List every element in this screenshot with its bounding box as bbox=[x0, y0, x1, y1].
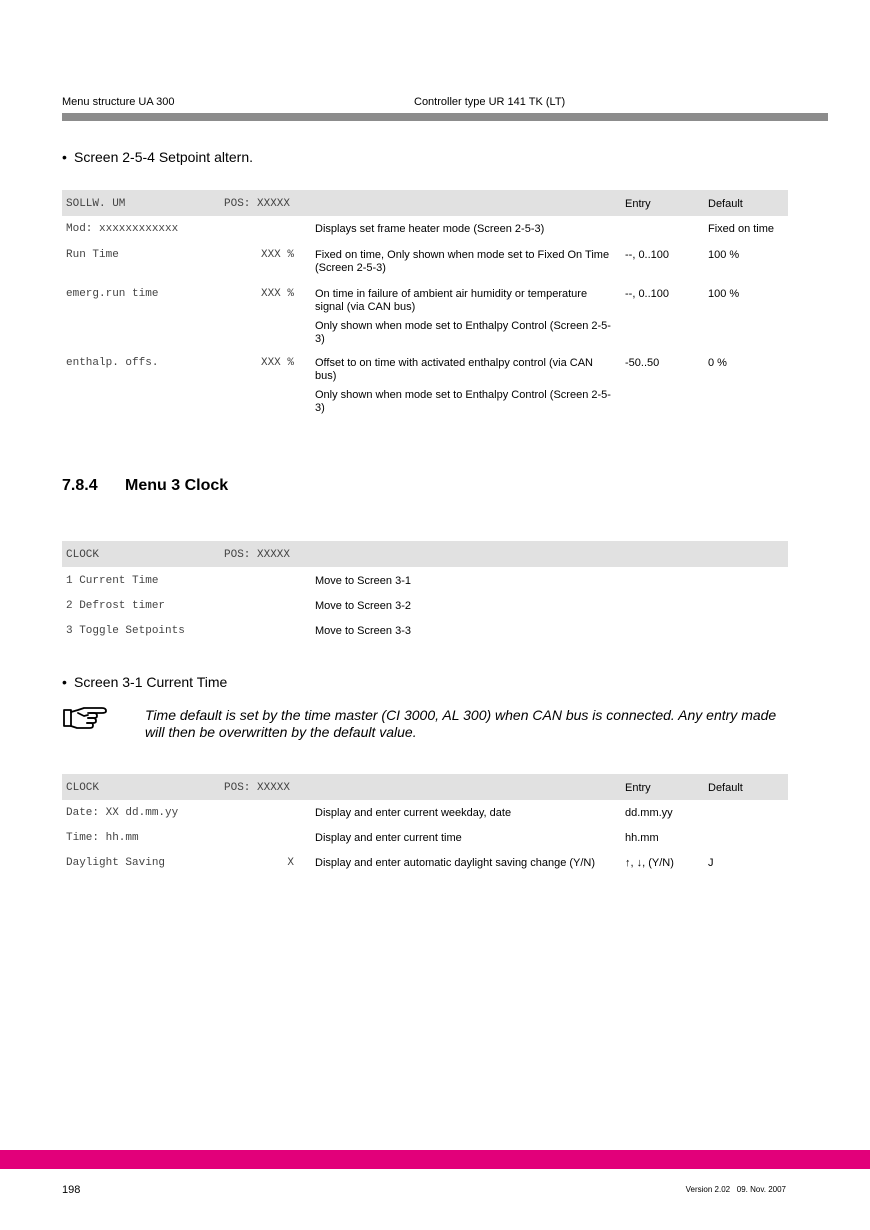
bullet-dot: • bbox=[62, 674, 67, 690]
note-text: Time default is set by the time master (CI 3000, AL 300) when CAN bus is connected. Any entry made will then be overwritten by the default value. bbox=[145, 707, 777, 740]
description-block bbox=[315, 357, 611, 415]
description-note: Only shown when mode set to Enthalpy Control (Screen 2-5-3) bbox=[315, 389, 611, 414]
value: XXX % bbox=[260, 357, 294, 369]
heading-title: Menu 3 Clock bbox=[125, 477, 229, 494]
col-name: CLOCK bbox=[66, 782, 100, 794]
description: On time in failure of ambient air humidity or temperature signal (via CAN bus) bbox=[315, 288, 588, 313]
col-pos: POS: XXXXX bbox=[224, 549, 291, 561]
heading-number: 7.8.4 bbox=[62, 477, 98, 494]
description: Display and enter current time bbox=[315, 832, 462, 844]
description: Move to Screen 3-3 bbox=[315, 625, 411, 637]
entry: --, 0..100 bbox=[625, 288, 670, 300]
description: Displays set frame heater mode (Screen 2-5-3) bbox=[315, 223, 545, 235]
col-pos: POS: XXXXX bbox=[224, 782, 291, 794]
description-block bbox=[315, 288, 611, 346]
col-entry: Entry bbox=[625, 782, 651, 794]
default: J bbox=[708, 857, 714, 869]
description: Display and enter automatic daylight saving change (Y/N) bbox=[315, 857, 596, 869]
entry: hh.mm bbox=[625, 832, 659, 844]
page-number: 198 bbox=[62, 1184, 81, 1196]
description: Display and enter current weekday, date bbox=[315, 807, 512, 819]
version-info: Version 2.02 09. Nov. 2007 bbox=[685, 1185, 786, 1194]
param: 1 Current Time bbox=[66, 575, 159, 587]
default: 100 % bbox=[708, 288, 740, 300]
pointing-hand-icon bbox=[62, 706, 108, 737]
default: Fixed on time bbox=[708, 223, 775, 235]
entry: --, 0..100 bbox=[625, 249, 670, 261]
bullet-text: Screen 2-5-4 Setpoint altern. bbox=[74, 149, 253, 165]
value: X bbox=[287, 857, 294, 869]
param: Date: XX dd.mm.yy bbox=[66, 807, 179, 819]
param: Time: hh.mm bbox=[66, 832, 139, 844]
bullet-text: Screen 3-1 Current Time bbox=[74, 674, 228, 690]
value: XXX % bbox=[260, 288, 294, 300]
section-heading bbox=[62, 477, 228, 495]
param: emerg.run time bbox=[66, 288, 159, 300]
param: enthalp. offs. bbox=[66, 357, 159, 369]
description: Move to Screen 3-2 bbox=[315, 600, 411, 612]
col-default: Default bbox=[708, 198, 743, 210]
col-pos: POS: XXXXX bbox=[224, 198, 291, 210]
header-center: Controller type UR 141 TK (LT) bbox=[414, 96, 566, 108]
param: 3 Toggle Setpoints bbox=[66, 625, 185, 637]
param: 2 Defrost timer bbox=[66, 600, 166, 612]
table-header-clock-menu bbox=[62, 541, 788, 567]
description: Fixed on time, Only shown when mode set to Fixed On Time (Screen 2-5-3) bbox=[315, 249, 610, 274]
footer-bar bbox=[0, 1150, 870, 1169]
table-header-clock bbox=[62, 774, 788, 800]
entry: -50..50 bbox=[625, 357, 660, 369]
entry: dd.mm.yy bbox=[625, 807, 673, 819]
entry: ↑, ↓, (Y/N) bbox=[625, 857, 674, 869]
table-header-sollw bbox=[62, 190, 788, 216]
description: Offset to on time with activated enthalpy control (via CAN bus) bbox=[315, 357, 593, 382]
bullet-screen-3-1 bbox=[62, 674, 227, 690]
header-bar bbox=[62, 113, 828, 121]
default: 0 % bbox=[708, 357, 727, 369]
value: XXX % bbox=[260, 249, 294, 261]
description: Move to Screen 3-1 bbox=[315, 575, 411, 587]
description-note: Only shown when mode set to Enthalpy Control (Screen 2-5-3) bbox=[315, 320, 611, 345]
param: Run Time bbox=[66, 249, 119, 261]
default: 100 % bbox=[708, 249, 740, 261]
col-name: SOLLW. UM bbox=[66, 198, 126, 210]
col-name: CLOCK bbox=[66, 549, 100, 561]
col-default: Default bbox=[708, 782, 743, 794]
param: Daylight Saving bbox=[66, 857, 166, 869]
bullet-screen-2-5-4 bbox=[62, 149, 253, 165]
param: Mod: xxxxxxxxxxxx bbox=[66, 223, 179, 235]
header-left: Menu structure UA 300 bbox=[62, 96, 175, 108]
col-entry: Entry bbox=[625, 198, 651, 210]
bullet-dot: • bbox=[62, 149, 67, 165]
